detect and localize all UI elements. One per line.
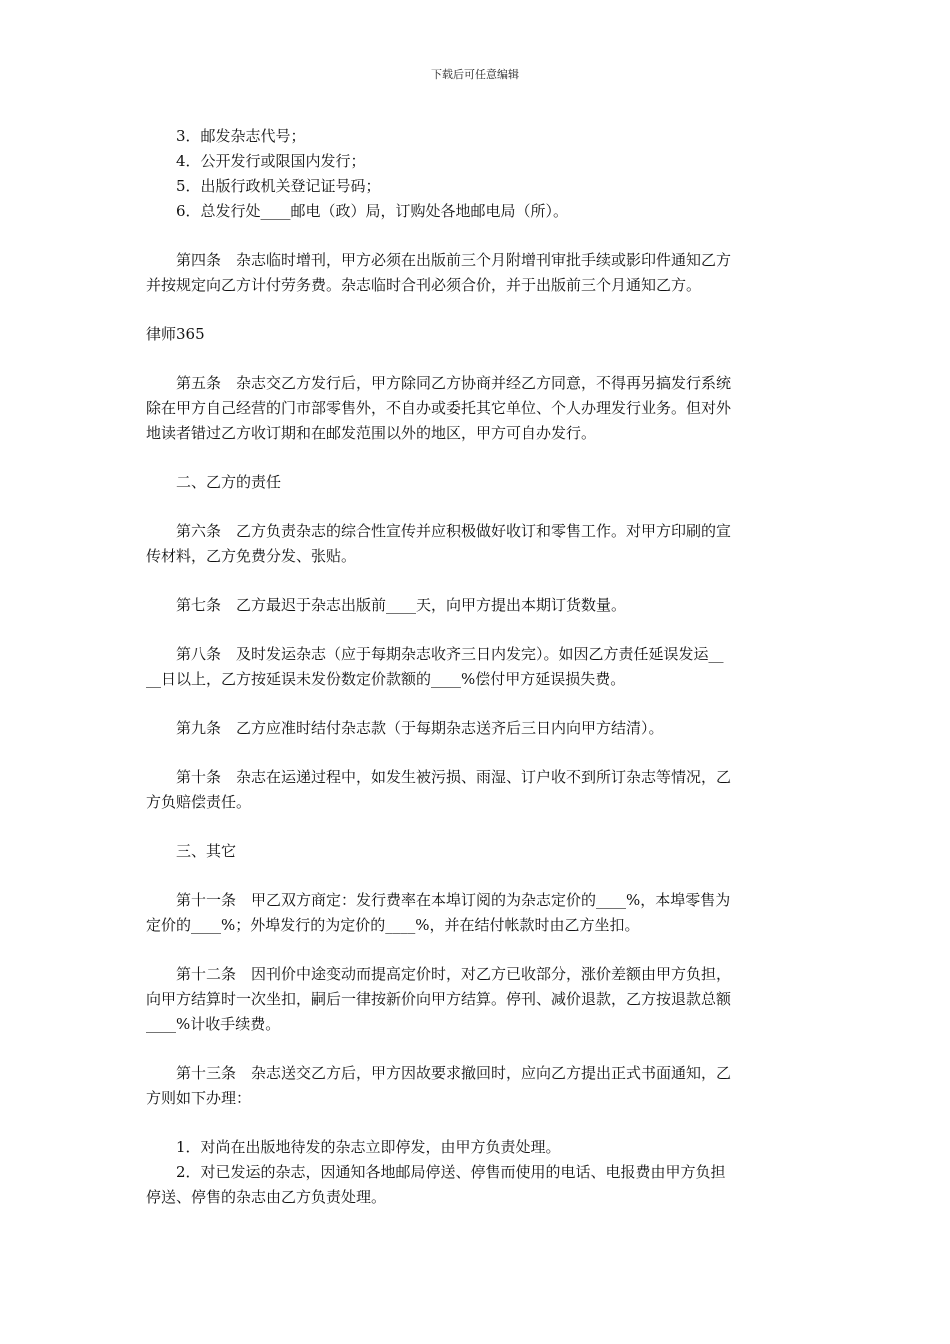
paragraph-gap bbox=[146, 864, 810, 888]
paragraph-gap bbox=[146, 298, 810, 322]
paragraph-gap bbox=[146, 495, 810, 519]
text-line: 律师365 bbox=[146, 325, 205, 343]
text-line: 传材料，乙方免费分发、张贴。 bbox=[146, 547, 357, 565]
paragraph bbox=[146, 716, 810, 741]
paragraph bbox=[146, 322, 810, 347]
paragraph bbox=[146, 470, 810, 495]
text-line: 并按规定向乙方计付劳务费。杂志临时合刊必须合价，并于出版前三个月通知乙方。 bbox=[146, 276, 702, 294]
text-line: 三、其它 bbox=[176, 842, 237, 860]
paragraph-gap bbox=[146, 815, 810, 839]
text-line: 第四条 杂志临时增刊，甲方必须在出版前三个月附增刊审批手续或影印件通知乙方 bbox=[176, 251, 732, 269]
text-line: 第十三条 杂志送交乙方后，甲方因故要求撤回时，应向乙方提出正式书面通知，乙 bbox=[176, 1064, 732, 1082]
paragraph bbox=[146, 593, 810, 618]
paragraph-gap bbox=[146, 1037, 810, 1061]
paragraph bbox=[146, 642, 810, 692]
text-line: 第十条 杂志在运递过程中，如发生被污损、雨湿、订户收不到所订杂志等情况，乙 bbox=[176, 768, 732, 786]
text-line: 第五条 杂志交乙方发行后，甲方除同乙方协商并经乙方同意，不得再另搞发行系统 bbox=[176, 374, 732, 392]
paragraph-gap bbox=[146, 618, 810, 642]
text-line: 第六条 乙方负责杂志的综合性宣传并应积极做好收订和零售工作。对甲方印刷的宣 bbox=[176, 522, 732, 540]
paragraph-gap bbox=[146, 446, 810, 470]
paragraph bbox=[146, 765, 810, 815]
text-line: 第十二条 因刊价中途变动而提高定价时，对乙方已收部分，涨价差额由甲方负担， bbox=[176, 965, 732, 983]
paragraph bbox=[146, 248, 810, 298]
text-line: ____%计收手续费。 bbox=[146, 1015, 281, 1033]
text-line: 3．邮发杂志代号； bbox=[176, 127, 306, 145]
paragraph-gap bbox=[146, 347, 810, 371]
paragraph-gap bbox=[146, 224, 810, 248]
text-line: 除在甲方自己经营的门市部零售外，不自办或委托其它单位、个人办理发行业务。但对外 bbox=[146, 399, 732, 417]
text-line: 2．对已发运的杂志，因通知各地邮局停送、停售而使用的电话、电报费由甲方负担 bbox=[176, 1163, 726, 1181]
text-line: 方则如下办理： bbox=[146, 1089, 252, 1107]
text-line: 第七条 乙方最迟于杂志出版前____天，向甲方提出本期订货数量。 bbox=[176, 596, 627, 614]
paragraph bbox=[146, 839, 810, 864]
text-line: 第八条 及时发运杂志（应于每期杂志收齐三日内发完）。如因乙方责任延误发运__ bbox=[176, 645, 724, 663]
text-line: 第九条 乙方应准时结付杂志款（于每期杂志送齐后三日内向甲方结清）。 bbox=[176, 719, 664, 737]
text-line: 二、乙方的责任 bbox=[176, 473, 282, 491]
paragraph-gap bbox=[146, 938, 810, 962]
paragraph bbox=[146, 1061, 810, 1111]
paragraph-gap bbox=[146, 1111, 810, 1135]
paragraph bbox=[146, 962, 810, 1037]
paragraph-gap bbox=[146, 741, 810, 765]
text-line: 定价的____%；外埠发行的为定价的____%，并在结付帐款时由乙方坐扣。 bbox=[146, 916, 640, 934]
text-line: 地读者错过乙方收订期和在邮发范围以外的地区，甲方可自办发行。 bbox=[146, 424, 597, 442]
text-line: 6．总发行处____邮电（政）局，订购处各地邮电局（所）。 bbox=[176, 202, 569, 220]
text-line: 向甲方结算时一次坐扣，嗣后一律按新价向甲方结算。停刊、减价退款，乙方按退款总额 bbox=[146, 990, 732, 1008]
text-line: 第十一条 甲乙双方商定：发行费率在本埠订阅的为杂志定价的____%，本埠零售为 bbox=[176, 891, 731, 909]
text-line: 4．公开发行或限国内发行； bbox=[176, 152, 366, 170]
text-line: 5．出版行政机关登记证号码； bbox=[176, 177, 381, 195]
page-header: 下载后可任意编辑 bbox=[431, 68, 519, 81]
text-line: 1．对尚在出版地待发的杂志立即停发，由甲方负责处理。 bbox=[176, 1138, 561, 1156]
document-body bbox=[146, 124, 810, 1210]
text-line: __日以上，乙方按延误未发份数定价款额的____%偿付甲方延误损失费。 bbox=[146, 670, 626, 688]
paragraph-gap bbox=[146, 569, 810, 593]
text-line: 停送、停售的杂志由乙方负责处理。 bbox=[146, 1188, 387, 1206]
paragraph bbox=[146, 519, 810, 569]
paragraph bbox=[146, 124, 810, 224]
paragraph bbox=[146, 1135, 810, 1210]
text-line: 方负赔偿责任。 bbox=[146, 793, 252, 811]
paragraph-gap bbox=[146, 692, 810, 716]
paragraph bbox=[146, 888, 810, 938]
paragraph bbox=[146, 371, 810, 446]
